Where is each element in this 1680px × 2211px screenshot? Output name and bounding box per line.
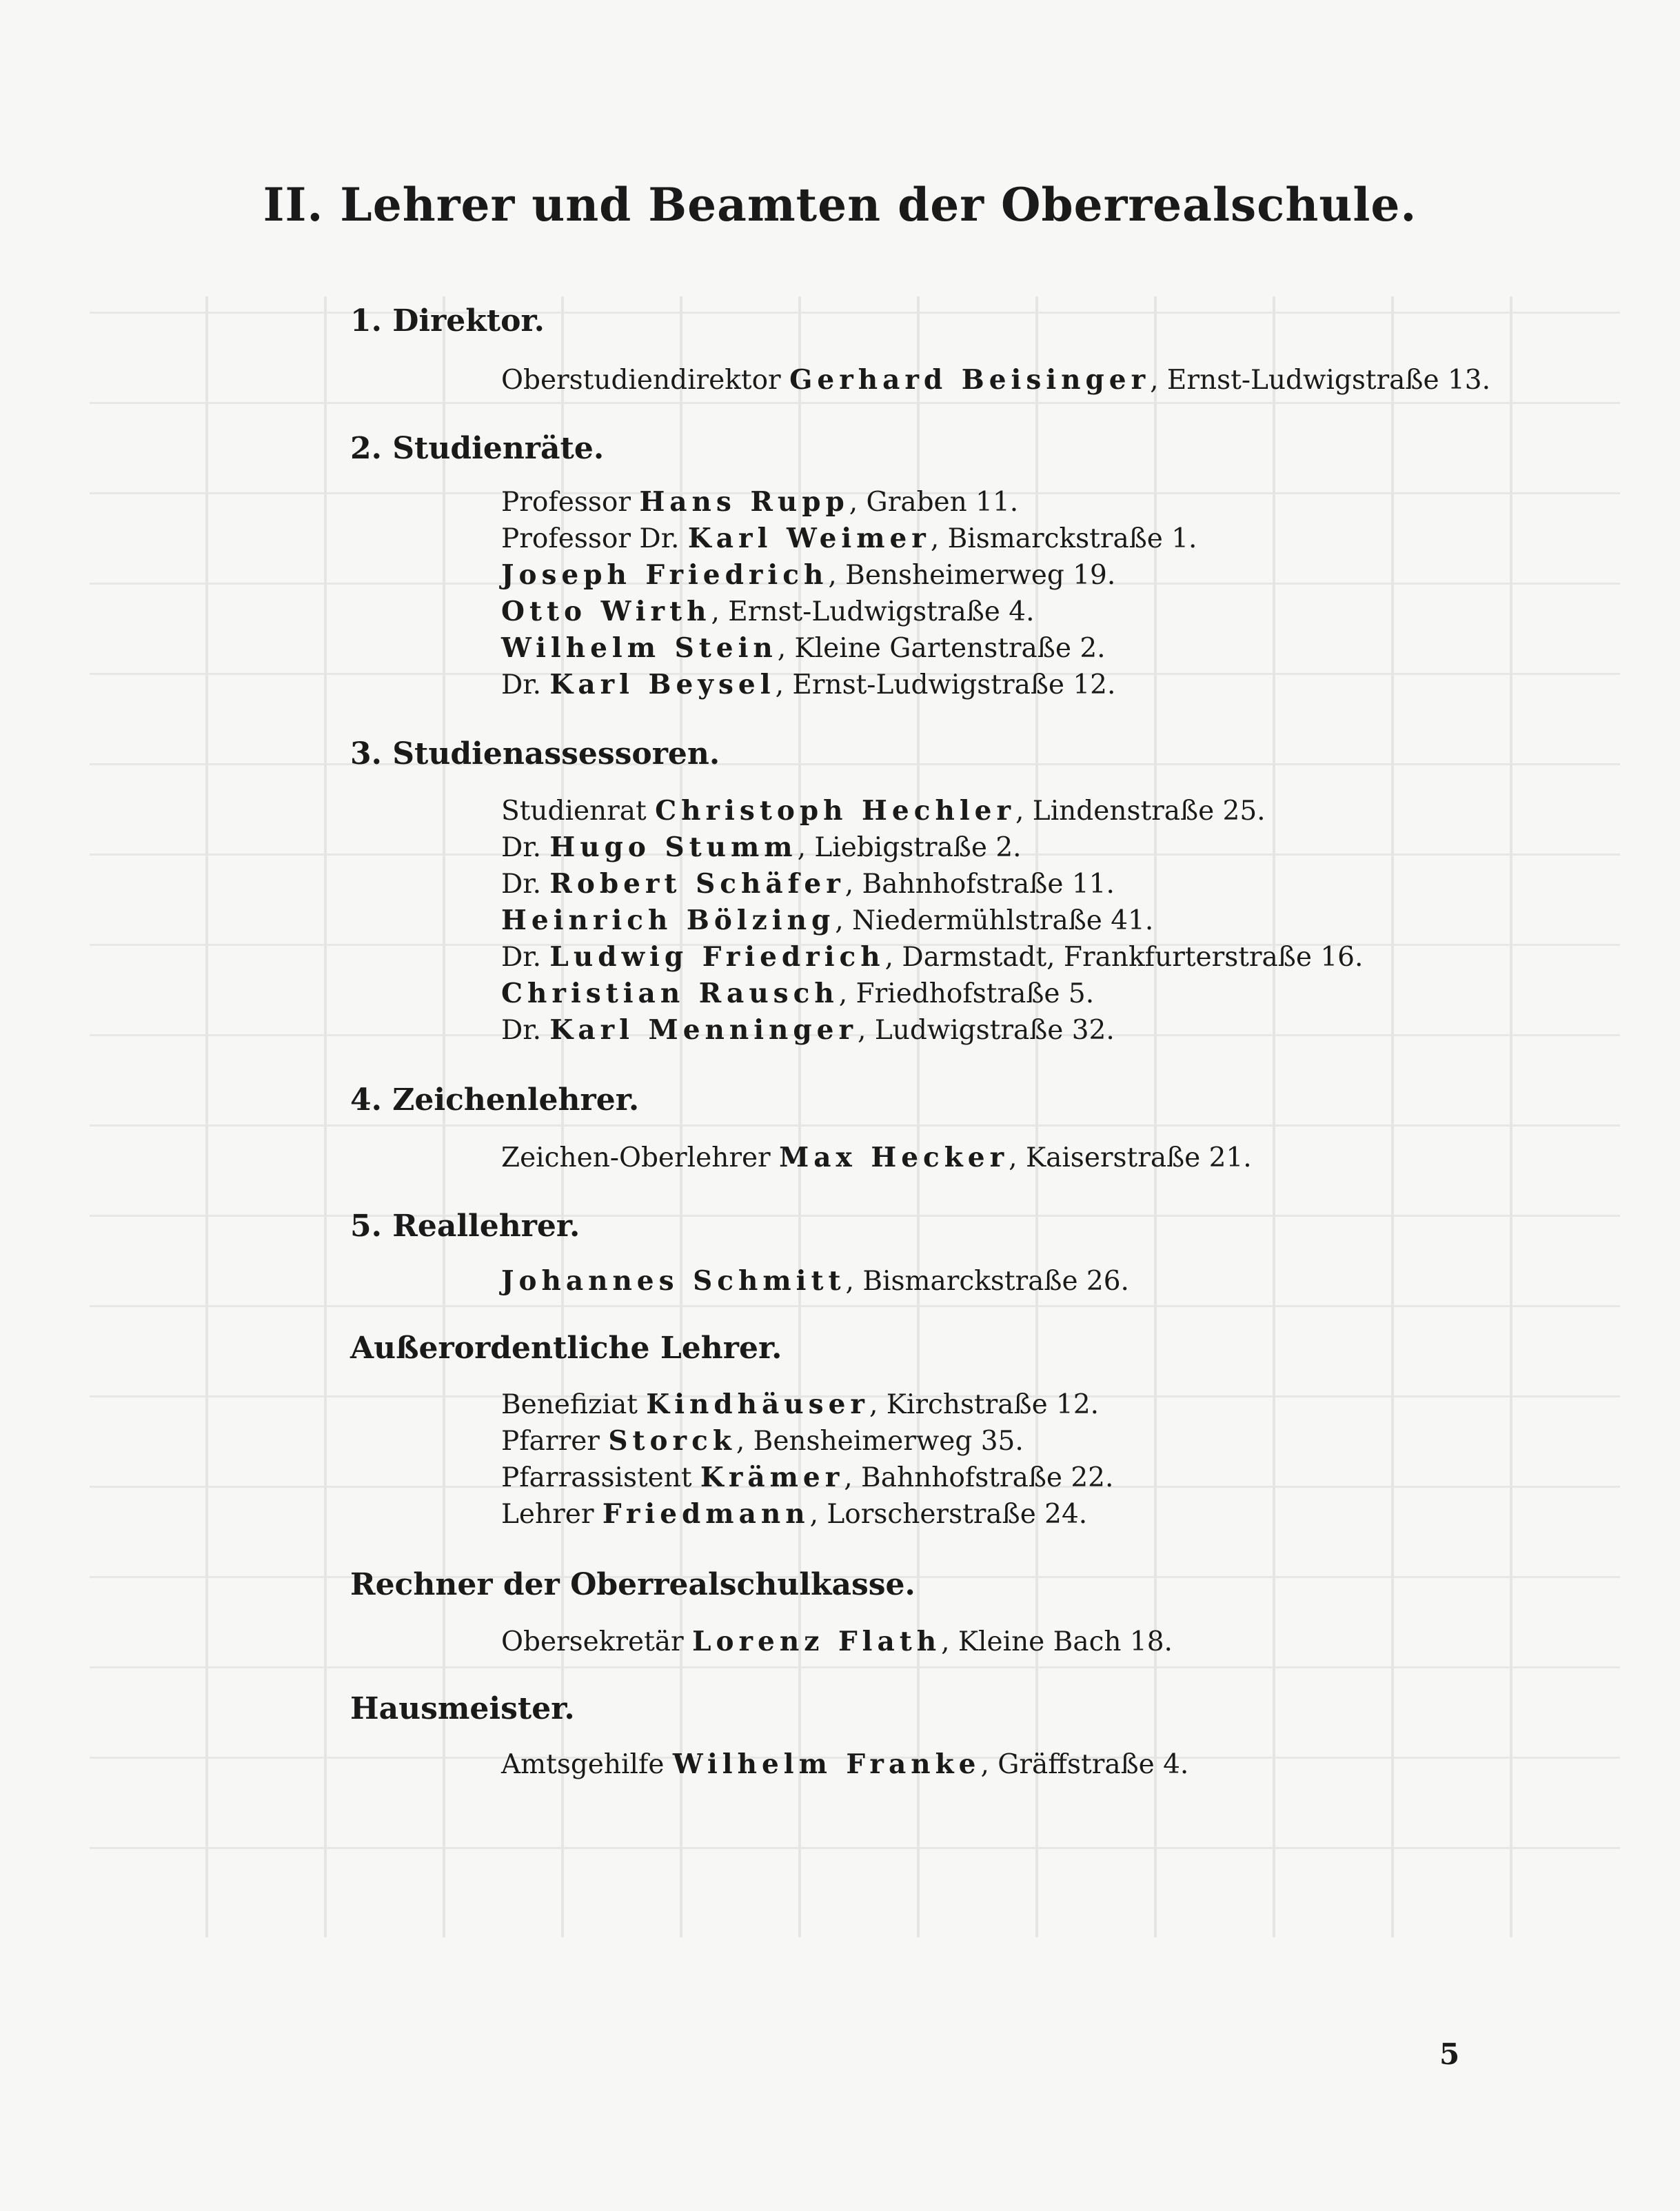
page-title: II. Lehrer und Beamten der Oberrealschule. [263, 178, 1417, 232]
entry-line: Dr. Hugo Stumm, Liebigstraße 2. [501, 831, 1022, 863]
section-heading-studienraete: 2. Studienräte. [350, 431, 605, 466]
section-heading-reallehrer: 5. Reallehrer. [350, 1209, 580, 1244]
section-heading-rechner: Rechner der Oberrealschulkasse. [350, 1567, 915, 1602]
entry-line: Professor Dr. Karl Weimer, Bismarckstraße 1. [501, 523, 1197, 554]
entry-line: Lehrer Friedmann, Lorscherstraße 24. [501, 1498, 1088, 1530]
entry-line: Dr. Ludwig Friedrich, Darmstadt, Frankfurterstraße 16. [501, 941, 1364, 973]
entry-line: Pfarrer Storck, Bensheimerweg 35. [501, 1425, 1024, 1457]
entry-line: Dr. Karl Beysel, Ernst-Ludwigstraße 12. [501, 669, 1116, 700]
section-heading-direktor: 1. Direktor. [350, 303, 545, 339]
section-heading-studienassessoren: 3. Studienassessoren. [350, 736, 720, 771]
section-heading-hausmeister: Hausmeister. [350, 1691, 575, 1726]
entry-line: Christian Rausch, Friedhofstraße 5. [501, 978, 1095, 1009]
entry-line: Zeichen-Oberlehrer Max Hecker, Kaiserstraße 21. [501, 1142, 1252, 1173]
entry-line: Johannes Schmitt, Bismarckstraße 26. [501, 1265, 1129, 1297]
entry-line: Pfarrassistent Krämer, Bahnhofstraße 22. [501, 1462, 1114, 1493]
entry-line: Wilhelm Stein, Kleine Gartenstraße 2. [501, 632, 1106, 664]
entry-line: Dr. Karl Menninger, Ludwigstraße 32. [501, 1014, 1115, 1046]
section-heading-zeichenlehrer: 4. Zeichenlehrer. [350, 1082, 640, 1118]
section-heading-ausserordentliche-lehrer: Außerordentliche Lehrer. [350, 1331, 782, 1366]
entry-line: Professor Hans Rupp, Graben 11. [501, 486, 1019, 518]
entry-line: Oberstudiendirektor Gerhard Beisinger, Ernst-Ludwigstraße 13. [501, 364, 1490, 396]
entry-line: Heinrich Bölzing, Niedermühlstraße 41. [501, 905, 1154, 936]
entry-line: Otto Wirth, Ernst-Ludwigstraße 4. [501, 596, 1035, 627]
entry-line: Obersekretär Lorenz Flath, Kleine Bach 18. [501, 1626, 1173, 1657]
page-number: 5 [1439, 2037, 1460, 2071]
entry-line: Studienrat Christoph Hechler, Lindenstraße 25. [501, 795, 1266, 827]
entry-line: Amtsgehilfe Wilhelm Franke, Gräffstraße 4. [501, 1748, 1189, 1780]
entry-line: Benefiziat Kindhäuser, Kirchstraße 12. [501, 1389, 1100, 1420]
entry-line: Dr. Robert Schäfer, Bahnhofstraße 11. [501, 868, 1115, 900]
entry-line: Joseph Friedrich, Bensheimerweg 19. [501, 559, 1116, 591]
